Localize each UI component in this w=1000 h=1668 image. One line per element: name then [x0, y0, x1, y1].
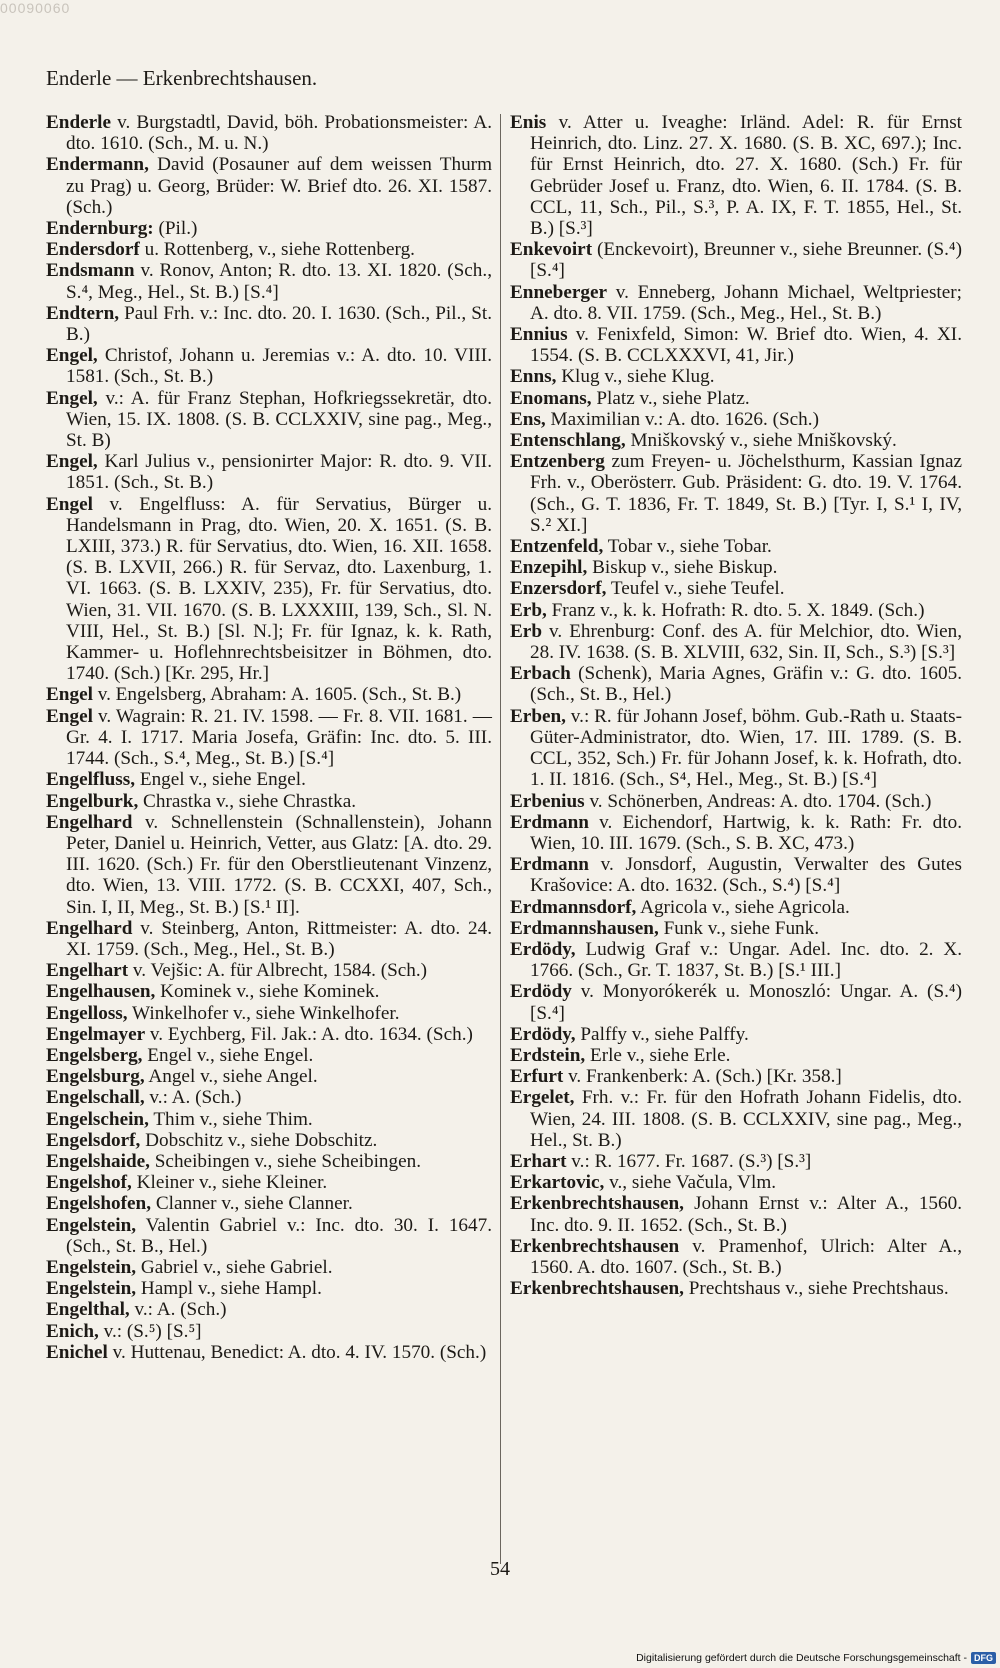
dictionary-entry [46, 1066, 492, 1087]
footer-credit: Digitalisierung gefördert durch die Deutsche Forschungsgemeinschaft - [636, 1652, 967, 1664]
dictionary-entry [46, 918, 492, 960]
dictionary-entry [510, 1172, 962, 1193]
entry-text: v. Enneberg, Johann Michael, Weltpriester; A. dto. 8. VII. 1759. (Sch., Meg., Hel., St. B.) [530, 281, 962, 324]
dictionary-entry [46, 112, 492, 154]
entry-headword: Enomans, [510, 387, 592, 409]
entry-text: David (Posauner auf dem weissen Thurm zu Prag) u. Georg, Brüder: W. Brief dto. 26. XI. 1587. (Sch.) [66, 154, 492, 218]
entry-text: Gabriel v., siehe Gabriel. [136, 1256, 333, 1278]
right-column [510, 112, 962, 1299]
entry-text: Franz v., k. k. Hofrath: R. dto. 5. X. 1849. (Sch.) [546, 599, 925, 621]
entry-text: Kominek v., siehe Kominek. [155, 981, 380, 1003]
entry-text: v.: R. 1677. Fr. 1687. (S.³) [S.³] [566, 1150, 812, 1172]
entry-headword: Endtern, [46, 302, 120, 324]
dictionary-entry [46, 1109, 492, 1130]
entry-headword: Enzepihl, [510, 557, 588, 579]
dictionary-entry [510, 1193, 962, 1235]
entry-headword: Enich, [46, 1320, 99, 1342]
entry-text: Johann Ernst v.: Alter A., 1560. Inc. dto. 9. II. 1652. (Sch., St. B.) [530, 1193, 962, 1236]
dictionary-entry [46, 451, 492, 493]
entry-text: Valentin Gabriel v.: Inc. dto. 30. I. 1647. (Sch., St. B., Hel.) [66, 1214, 492, 1257]
dictionary-entry [46, 154, 492, 218]
dictionary-entry [46, 684, 492, 705]
entry-headword: Engelsdorf, [46, 1129, 141, 1151]
entry-text: v. Jonsdorf, Augustin, Verwalter des Gutes Krašovice: A. dto. 1632. (Sch., S.⁴) [S.⁴] [530, 854, 962, 897]
entry-text: v. Pramenhof, Ulrich: Alter A., 1560. A. dto. 1607. (Sch., St. B.) [530, 1235, 962, 1278]
entry-text: v. Schönerben, Andreas: A. dto. 1704. (Sch.) [584, 790, 932, 812]
entry-text: Engel v., siehe Engel. [135, 769, 306, 791]
entry-text: v.: A. (Sch.) [129, 1299, 227, 1321]
dictionary-entry [510, 791, 962, 812]
entry-text: Paul Frh. v.: Inc. dto. 20. I. 1630. (Sch., Pil., St. B.) [66, 302, 492, 346]
dictionary-entry [46, 1024, 492, 1045]
entry-headword: Engelschall, [46, 1087, 145, 1109]
entry-headword: Erdmann [510, 854, 589, 876]
entry-headword: Engelstein, [46, 1278, 137, 1300]
entry-headword: Enzersdorf, [510, 578, 607, 600]
entry-headword: Engelstein, [46, 1214, 137, 1236]
dictionary-entry [510, 430, 962, 451]
dictionary-entry [510, 324, 962, 366]
dictionary-entry [510, 918, 962, 939]
dictionary-entry [510, 854, 962, 896]
entry-headword: Erb [510, 620, 542, 642]
entry-text: Biskup v., siehe Biskup. [587, 557, 778, 579]
dictionary-entry [46, 494, 492, 685]
entry-text: v.: (S.⁵) [S.⁵] [98, 1320, 202, 1342]
entry-text: v. Wagrain: R. 21. IV. 1598. — Fr. 8. VII. 1681. — Gr. 4. I. 1717. Maria Josefa, Gräfin: Inc. dto. 5. III. 1744. (Sch., S.⁴, Meg., St. B.) [S.⁴] [66, 705, 492, 770]
entry-text: v.: R. für Johann Josef, böhm. Gub.-Rath u. Staats-Güter-Administrator, dto. Wien, 17. III. 1789. (S. B. CCL, 352, Sch.) Fr. für Johann Josef, k. k. Hofrath, dto. 1. II. 1816. (Sch., S⁴, Hel., Meg., St. B.) [S.⁴] [530, 705, 962, 791]
dictionary-entry [46, 1045, 492, 1066]
entry-text: Teufel v., siehe Teufel. [606, 578, 785, 600]
entry-headword: Entzenfeld, [510, 536, 604, 558]
dictionary-entry [510, 1024, 962, 1045]
dictionary-entry [46, 960, 492, 981]
entry-headword: Engelhard [46, 811, 133, 833]
dictionary-entry [46, 388, 492, 452]
entry-headword: Engelburk, [46, 790, 139, 812]
dictionary-entry [46, 769, 492, 790]
entry-headword: Enichel [46, 1341, 108, 1363]
dictionary-entry [46, 1278, 492, 1299]
entry-headword: Ens, [510, 408, 546, 430]
entry-headword: Engel, [46, 387, 98, 409]
dictionary-entry [510, 1087, 962, 1151]
entry-headword: Erkenbrechtshausen, [510, 1193, 684, 1215]
dictionary-entry [510, 1045, 962, 1066]
dictionary-entry [510, 578, 962, 599]
dfg-logo: DFG [971, 1652, 996, 1664]
dictionary-entry [46, 1087, 492, 1108]
entry-headword: Enns, [510, 366, 557, 388]
entry-headword: Engelhausen, [46, 981, 156, 1003]
entry-text: v. Engelsberg, Abraham: A. 1605. (Sch., St. B.) [92, 684, 462, 706]
entry-headword: Engel, [46, 451, 98, 473]
entry-headword: Erkenbrechtshausen, [510, 1278, 684, 1300]
dictionary-entry [510, 112, 962, 239]
entry-text: Mniškovský v., siehe Mniškovský. [625, 430, 897, 452]
dictionary-entry [510, 939, 962, 981]
dictionary-entry [46, 812, 492, 918]
dictionary-entry [46, 1299, 492, 1320]
column-divider [500, 114, 501, 1564]
dictionary-entry [510, 1236, 962, 1278]
dictionary-entry [510, 1066, 962, 1087]
entry-headword: Ennius [510, 324, 568, 346]
entry-headword: Engel [46, 493, 93, 515]
dictionary-entry [46, 345, 492, 387]
left-column [46, 112, 492, 1363]
entry-headword: Erben, [510, 705, 566, 727]
dictionary-entry [46, 1215, 492, 1257]
dictionary-entry [46, 1003, 492, 1024]
entry-headword: Erbenius [510, 790, 585, 812]
entry-text: v.: A. für Franz Stephan, Hofkriegssekretär, dto. Wien, 15. IX. 1808. (S. B. CCLXXIV, sine pag., Meg., St. B) [66, 387, 492, 452]
entry-headword: Entzenberg [510, 451, 605, 473]
entry-text: Palffy v., siehe Palffy. [575, 1023, 749, 1045]
dictionary-entry [46, 303, 492, 345]
dictionary-entry [46, 1321, 492, 1342]
entry-text: v. Engelfluss: A. für Servatius, Bürger u. Handelsmann in Prag, dto. Wien, 20. X. 1651. (S. B. LXIII, 373.) R. für Servatius, dto. Wien, 16. XII. 1658. (S. B. LXVII, 266.) R. für Servaz, dto. Laxenburg, 1. VI. 1663. (S. B. LXXIV, 235), Fr. für Servatius, dto. Wien, 31. VII. 1670. (S. B. LXXXIII, 139, Sch., Sl. N. VIII, Hel., St. B.) [Sl. N.]; Fr. für Ignaz, k. k. Rath, Kammer- u. Hoflehnrechtsbeisitzer in Böhmen, dto. 1740. (Sch.) [Kr. 295, Hr.] [66, 493, 492, 685]
entry-text: Funk v., siehe Funk. [658, 917, 820, 939]
entry-headword: Engelsburg, [46, 1066, 145, 1088]
dictionary-entry [510, 409, 962, 430]
entry-text: Engel v., siehe Engel. [142, 1044, 314, 1066]
dictionary-entry [46, 706, 492, 770]
dictionary-entry [46, 1193, 492, 1214]
dictionary-entry [510, 621, 962, 663]
dictionary-entry [46, 218, 492, 239]
entry-text: Frh. v.: Fr. für den Hofrath Johann Fidelis, dto. Wien, 24. III. 1808. (S. B. CCLXXIV, sine pag., Meg., Hel., St. B.) [530, 1087, 962, 1151]
dictionary-entry [46, 1172, 492, 1193]
entry-text: v. Schnellenstein (Schnallenstein), Johann Peter, Daniel u. Heinrich, Vetter, aus Glatz: [A. dto. 29. III. 1620. (Sch.) Fr. für den Oberstlieutenant Vinzenz, dto. Wien, 13. VIII. 1772. (S. B. CCXXI, 407, Sch., Sin. I, II, Meg., St. B.) [S.¹ II]. [66, 811, 492, 918]
dictionary-entry [510, 663, 962, 705]
dictionary-entry [510, 981, 962, 1023]
entry-headword: Erkartovic, [510, 1172, 605, 1194]
entry-headword: Engelschein, [46, 1108, 149, 1130]
entry-headword: Erdmannsdorf, [510, 896, 637, 918]
entry-text: Agricola v., siehe Agricola. [636, 896, 850, 918]
dictionary-entry [510, 706, 962, 791]
dictionary-entry [510, 536, 962, 557]
entry-text: v. Ehrenburg: Conf. des A. für Melchior, dto. Wien, 28. IV. 1638. (S. B. XLVIII, 632, Sin. II, Sch., S.³) [S.³] [530, 620, 962, 664]
entry-headword: Engelstein, [46, 1256, 137, 1278]
entry-text: Winkelhofer v., siehe Winkelhofer. [127, 1002, 400, 1024]
entry-headword: Erdödy, [510, 1023, 576, 1045]
entry-text: Karl Julius v., pensionirter Major: R. dto. 9. VII. 1851. (Sch., St. B.) [66, 451, 492, 494]
entry-text: zum Freyen- u. Jöchelsthurm, Kassian Ignaz Frh. v., Oberösterr. Gub. Präsident: G. dto. 19. V. 1764. (Sch., G. T. 1836, Fr. T. 1849, St. B.) [Tyr. I, S.¹ I, IV, S.² XI.] [530, 451, 962, 536]
entry-headword: Enneberger [510, 281, 607, 303]
entry-headword: Engelthal, [46, 1299, 130, 1321]
dictionary-entry [46, 1130, 492, 1151]
entry-text: Prechtshaus v., siehe Prechtshaus. [683, 1278, 949, 1300]
entry-text: Angel v., siehe Angel. [144, 1066, 318, 1088]
entry-headword: Erkenbrechtshausen [510, 1235, 680, 1257]
entry-text: Klug v., siehe Klug. [556, 366, 715, 388]
entry-text: (Enckevoirt), Breunner v., siehe Breunner. (S.⁴) [S.⁴] [530, 239, 962, 282]
entry-text: Ludwig Graf v.: Ungar. Adel. Inc. dto. 2. X. 1766. (Sch., Gr. T. 1837, St. B.) [S.¹ III.] [530, 938, 962, 982]
entry-text: Christof, Johann u. Jeremias v.: A. dto. 10. VIII. 1581. (Sch., St. B.) [66, 345, 492, 388]
entry-text: Chrastka v., siehe Chrastka. [138, 790, 357, 812]
entry-headword: Erfurt [510, 1066, 564, 1088]
entry-headword: Engelsberg, [46, 1044, 143, 1066]
dictionary-entry [46, 1342, 492, 1363]
entry-text: v.: A. (Sch.) [144, 1087, 242, 1109]
dictionary-entry [510, 1278, 962, 1299]
entry-text: Erle v., siehe Erle. [585, 1044, 731, 1066]
page-number: 54 [490, 1558, 510, 1580]
entry-headword: Engelhard [46, 917, 133, 939]
dictionary-entry [510, 366, 962, 387]
dictionary-entry [46, 981, 492, 1002]
entry-text: v. Ronov, Anton; R. dto. 13. XI. 1820. (Sch., S.⁴, Meg., Hel., St. B.) [S.⁴] [66, 260, 492, 303]
dictionary-entry [510, 812, 962, 854]
entry-headword: Engelshof, [46, 1172, 132, 1194]
dictionary-entry [510, 451, 962, 536]
dictionary-entry [46, 260, 492, 302]
entry-headword: Enkevoirt [510, 239, 593, 261]
entry-text: v. Steinberg, Anton, Rittmeister: A. dto. 24. XI. 1759. (Sch., Meg., Hel., St. B.) [66, 917, 492, 960]
entry-headword: Endermann, [46, 154, 149, 176]
entry-text: v. Atter u. Iveaghe: Irländ. Adel: R. für Ernst Heinrich, dto. Linz. 27. X. 1680. (S. B. XC, 697.); Inc. für Ernst Heinrich, dto. 27. X. 1680. (Sch.) Fr. für Gebrüder Josef u. Franz, dto. Wien, 6. II. 1784. (S. B. CCL, 11, Sch., Pil., S.³, P. A. IX, F. T. 1855, Hel., St. B.) [S.³] [530, 112, 962, 240]
dictionary-entry [510, 1151, 962, 1172]
entry-headword: Engelmayer [46, 1023, 146, 1045]
dictionary-entry [46, 239, 492, 260]
entry-text: v., siehe Vačula, Vlm. [604, 1172, 777, 1194]
entry-text: Scheibingen v., siehe Scheibingen. [149, 1150, 422, 1172]
entry-headword: Erdmann [510, 811, 589, 833]
entry-headword: Erdödy [510, 981, 572, 1003]
entry-headword: Erb, [510, 599, 547, 621]
entry-headword: Engelshaide, [46, 1150, 150, 1172]
entry-headword: Enis [510, 112, 547, 133]
dictionary-entry [510, 557, 962, 578]
entry-text: v. Burgstadtl, David, böh. Probationsmeister: A. dto. 1610. (Sch., M. u. N.) [66, 112, 492, 155]
entry-headword: Ergelet, [510, 1087, 575, 1109]
entry-text: Hampl v., siehe Hampl. [136, 1278, 322, 1300]
entry-headword: Engel [46, 705, 93, 727]
entry-text: v. Fenixfeld, Simon: W. Brief dto. Wien, 4. XI. 1554. (S. B. CCLXXXVI, 41, Jir.) [530, 324, 962, 367]
entry-text: u. Rottenberg, v., siehe Rottenberg. [139, 239, 415, 261]
dictionary-entry [510, 600, 962, 621]
entry-headword: Erhart [510, 1150, 567, 1172]
entry-headword: Engelhart [46, 960, 129, 982]
entry-headword: Endernburg: [46, 218, 154, 240]
entry-text: v. Vejšic: A. für Albrecht, 1584. (Sch.) [128, 960, 428, 982]
entry-headword: Erbach [510, 663, 571, 685]
entry-text: (Pil.) [153, 218, 198, 240]
dictionary-entry [46, 791, 492, 812]
entry-text: Tobar v., siehe Tobar. [603, 536, 772, 558]
dictionary-entry [510, 388, 962, 409]
running-head: Enderle — Erkenbrechtshausen. [46, 66, 318, 90]
entry-headword: Erdstein, [510, 1044, 586, 1066]
entry-headword: Engelloss, [46, 1002, 128, 1024]
entry-text: Thim v., siehe Thim. [148, 1108, 313, 1130]
entry-text: Dobschitz v., siehe Dobschitz. [140, 1129, 378, 1151]
entry-text: v. Monyorókerék u. Monoszló: Ungar. A. (S.⁴) [S.⁴] [530, 981, 962, 1024]
footer [636, 1652, 996, 1664]
dictionary-entry [46, 1151, 492, 1172]
entry-text: Platz v., siehe Platz. [591, 387, 750, 409]
dictionary-entry [510, 282, 962, 324]
entry-text: v. Frankenberk: A. (Sch.) [Kr. 358.] [563, 1066, 842, 1088]
entry-text: v. Huttenau, Benedict: A. dto. 4. IV. 1570. (Sch.) [107, 1341, 487, 1363]
entry-headword: Engelfluss, [46, 769, 136, 791]
entry-text: v. Eychberg, Fil. Jak.: A. dto. 1634. (Sch.) [145, 1023, 473, 1045]
entry-text: Clanner v., siehe Clanner. [151, 1193, 353, 1215]
entry-headword: Erdmannshausen, [510, 917, 659, 939]
entry-text: v. Eichendorf, Hartwig, k. k. Rath: Fr. dto. Wien, 10. III. 1679. (Sch., S. B. XC, 473.) [530, 811, 962, 854]
entry-headword: Enderle [46, 112, 112, 133]
entry-headword: Engel, [46, 345, 98, 367]
entry-headword: Engelshofen, [46, 1193, 152, 1215]
entry-text: Kleiner v., siehe Kleiner. [131, 1172, 328, 1194]
entry-headword: Endsmann [46, 260, 135, 282]
entry-headword: Entenschlang, [510, 430, 626, 452]
entry-text: Maximilian v.: A. dto. 1626. (Sch.) [545, 408, 819, 430]
entry-headword: Erdödy, [510, 938, 576, 960]
entry-text: (Schenk), Maria Agnes, Gräfin v.: G. dto. 1605. (Sch., St. B., Hel.) [530, 663, 962, 706]
entry-headword: Engel [46, 684, 93, 706]
dictionary-entry [46, 1257, 492, 1278]
dictionary-entry [510, 897, 962, 918]
entry-headword: Endersdorf [46, 239, 140, 261]
dictionary-entry [510, 239, 962, 281]
archive-stamp: 00090060 [0, 0, 71, 16]
